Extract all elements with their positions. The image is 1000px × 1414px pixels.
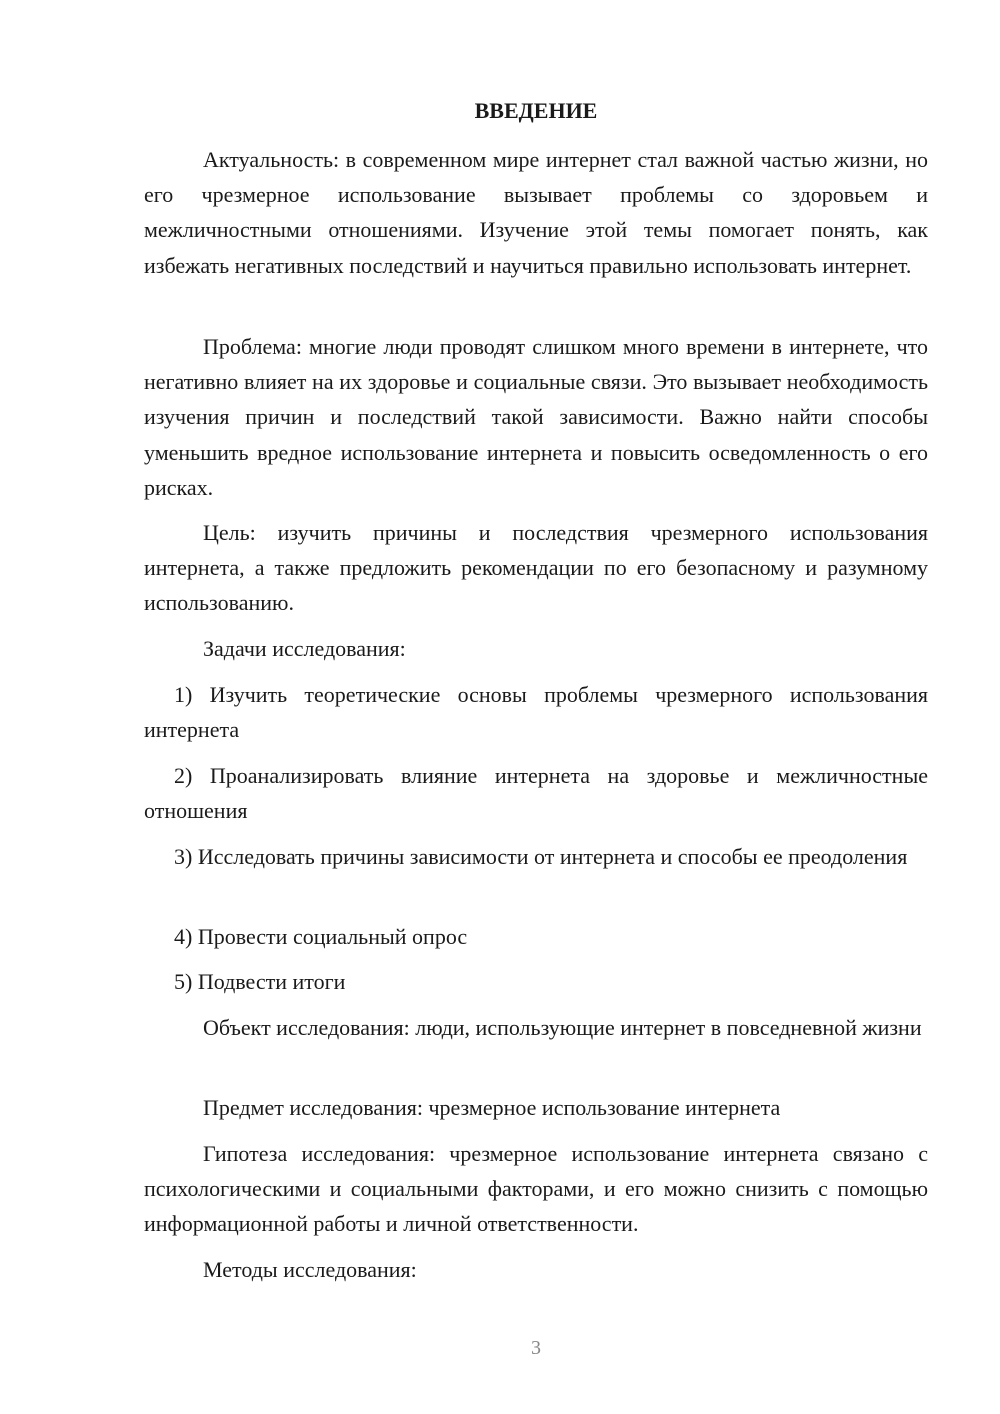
object-paragraph: Объект исследования: люди, использующие интернет в повседневной жизни: [203, 1015, 922, 1040]
task-item-2: 2) Проанализировать влияние интернета на здоровье и межличностные отношения: [144, 763, 928, 824]
problem-paragraph: Проблема: многие люди проводят слишком много времени в интернете, что негативно влияет на их здоровье и социальные связи. Это вызывает необходимость изучения причин и последствий такой зависимости. Важно найти способы уменьшить вредное использование интернета и повысить осведомленность о его рисках.: [144, 334, 928, 500]
hypothesis-paragraph: Гипотеза исследования: чрезмерное использование интернета связано с психологическими и социальными факторами, и его можно снизить с помощью информационной работы и личной ответственности.: [144, 1141, 928, 1237]
subject-paragraph: Предмет исследования: чрезмерное использование интернета: [203, 1095, 781, 1120]
relevance-paragraph: Актуальность: в современном мире интернет стал важной частью жизни, но его чрезмерное использование вызывает проблемы со здоровьем и межличностными отношениями. Изучение этой темы помогает понять, как избежать негативных последствий и научиться правильно использовать интернет.: [144, 147, 928, 278]
methods-heading: Методы исследования:: [203, 1257, 417, 1282]
task-item-1: 1) Изучить теоретические основы проблемы чрезмерного использования интернета: [144, 682, 928, 743]
task-item-4: 4) Провести социальный опрос: [174, 924, 468, 949]
tasks-heading: Задачи исследования:: [203, 636, 406, 661]
task-item-3: 3) Исследовать причины зависимости от интернета и способы ее преодоления: [174, 844, 908, 869]
page-number: 3: [531, 1337, 541, 1359]
task-item-5: 5) Подвести итоги: [174, 969, 346, 994]
section-heading: ВВЕДЕНИЕ: [474, 98, 598, 123]
goal-paragraph: Цель: изучить причины и последствия чрезмерного использования интернета, а также предложить рекомендации по его безопасному и разумному использованию.: [144, 520, 928, 616]
